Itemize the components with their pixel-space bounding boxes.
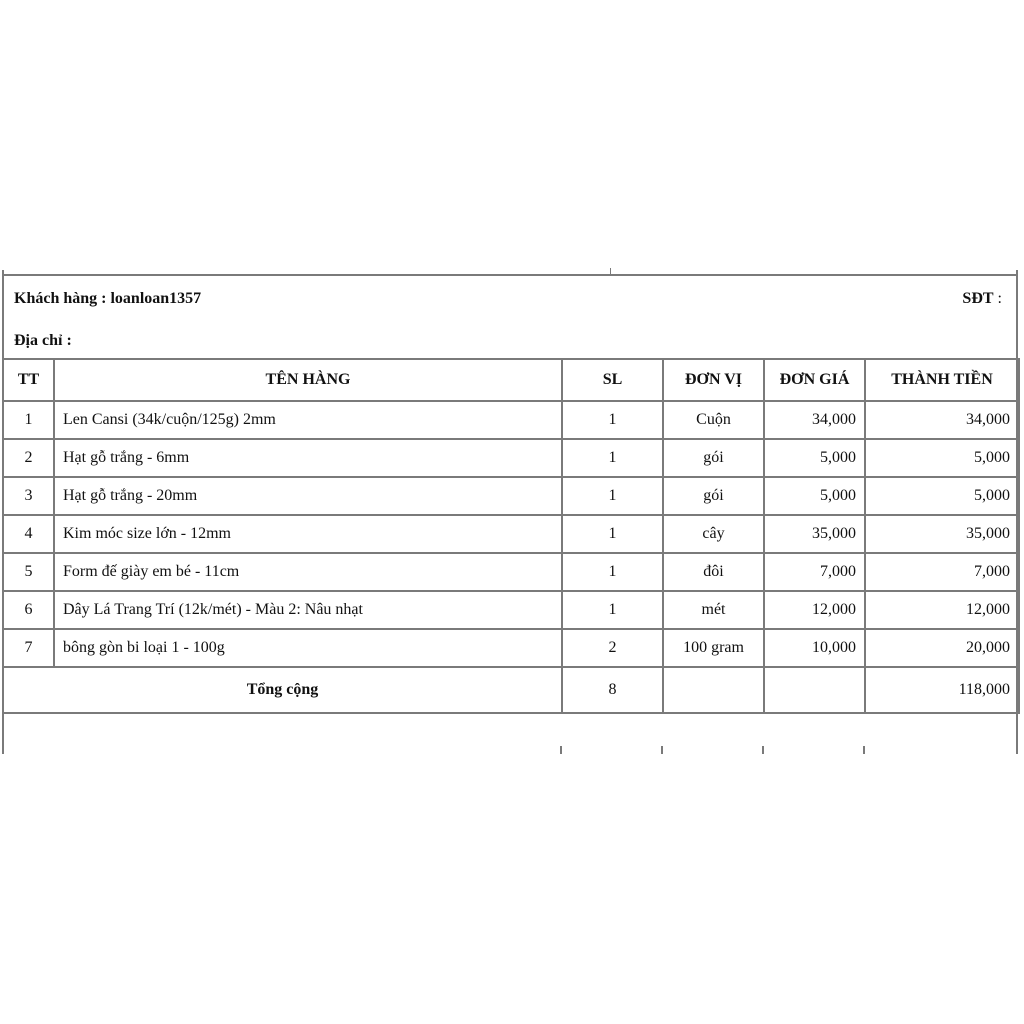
row-index: 7 [3, 629, 54, 667]
row-product-name: Len Cansi (34k/cuộn/125g) 2mm [54, 401, 562, 439]
table-row [3, 629, 1019, 667]
row-index: 4 [3, 515, 54, 553]
table-row [3, 401, 1019, 439]
row-product-name: Hạt gỗ trắng - 6mm [54, 439, 562, 477]
phone-separator: : [997, 290, 1002, 307]
header-unit: ĐƠN VỊ [663, 359, 764, 401]
invoice [2, 270, 1018, 754]
row-unit: gói [663, 439, 764, 477]
row-quantity: 1 [562, 477, 663, 515]
total-quantity: 8 [562, 667, 663, 713]
items-table [2, 358, 1020, 714]
tick-mark [560, 746, 562, 754]
customer-label: Khách hàng : [14, 290, 107, 307]
customer-name: loanloan1357 [110, 290, 202, 307]
row-amount: 12,000 [865, 591, 1019, 629]
row-unit-price: 34,000 [764, 401, 865, 439]
row-index: 2 [3, 439, 54, 477]
row-unit: gói [663, 477, 764, 515]
row-unit-price: 10,000 [764, 629, 865, 667]
row-amount: 5,000 [865, 439, 1019, 477]
total-unit-price [764, 667, 865, 713]
row-product-name: Form đế giày em bé - 11cm [54, 553, 562, 591]
row-index: 6 [3, 591, 54, 629]
row-quantity: 1 [562, 401, 663, 439]
address-label: Địa chỉ : [14, 332, 72, 349]
row-product-name: Hạt gỗ trắng - 20mm [54, 477, 562, 515]
table-row [3, 591, 1019, 629]
phone-line [962, 290, 1002, 308]
row-quantity: 1 [562, 515, 663, 553]
table-row [3, 515, 1019, 553]
table-row [3, 439, 1019, 477]
row-unit-price: 12,000 [764, 591, 865, 629]
row-index: 5 [3, 553, 54, 591]
row-unit-price: 5,000 [764, 439, 865, 477]
row-unit: 100 gram [663, 629, 764, 667]
table-header-row [3, 359, 1019, 401]
row-unit: mét [663, 591, 764, 629]
row-unit: cây [663, 515, 764, 553]
row-index: 1 [3, 401, 54, 439]
header-amount: THÀNH TIỀN [865, 359, 1019, 401]
tick-mark [863, 746, 865, 754]
row-quantity: 1 [562, 591, 663, 629]
tick-mark [762, 746, 764, 754]
row-amount: 20,000 [865, 629, 1019, 667]
header-tt: TT [3, 359, 54, 401]
table-row [3, 553, 1019, 591]
row-quantity: 2 [562, 629, 663, 667]
row-amount: 35,000 [865, 515, 1019, 553]
row-product-name: bông gòn bi loại 1 - 100g [54, 629, 562, 667]
row-unit: đôi [663, 553, 764, 591]
total-amount: 118,000 [865, 667, 1019, 713]
row-product-name: Dây Lá Trang Trí (12k/mét) - Màu 2: Nâu nhạt [54, 591, 562, 629]
row-unit-price: 5,000 [764, 477, 865, 515]
customer-line [14, 290, 201, 308]
total-unit [663, 667, 764, 713]
row-index: 3 [3, 477, 54, 515]
row-unit-price: 35,000 [764, 515, 865, 553]
row-quantity: 1 [562, 553, 663, 591]
header-product-name: TÊN HÀNG [54, 359, 562, 401]
header-quantity: SL [562, 359, 663, 401]
total-label: Tổng cộng [3, 667, 562, 713]
row-unit: Cuộn [663, 401, 764, 439]
phone-label: SĐT [962, 290, 994, 307]
row-amount: 34,000 [865, 401, 1019, 439]
customer-info [2, 274, 1018, 360]
row-unit-price: 7,000 [764, 553, 865, 591]
tick-mark [661, 746, 663, 754]
row-amount: 7,000 [865, 553, 1019, 591]
total-row [3, 667, 1019, 713]
header-unit-price: ĐƠN GIÁ [764, 359, 865, 401]
row-product-name: Kim móc size lớn - 12mm [54, 515, 562, 553]
row-quantity: 1 [562, 439, 663, 477]
table-row [3, 477, 1019, 515]
row-amount: 5,000 [865, 477, 1019, 515]
